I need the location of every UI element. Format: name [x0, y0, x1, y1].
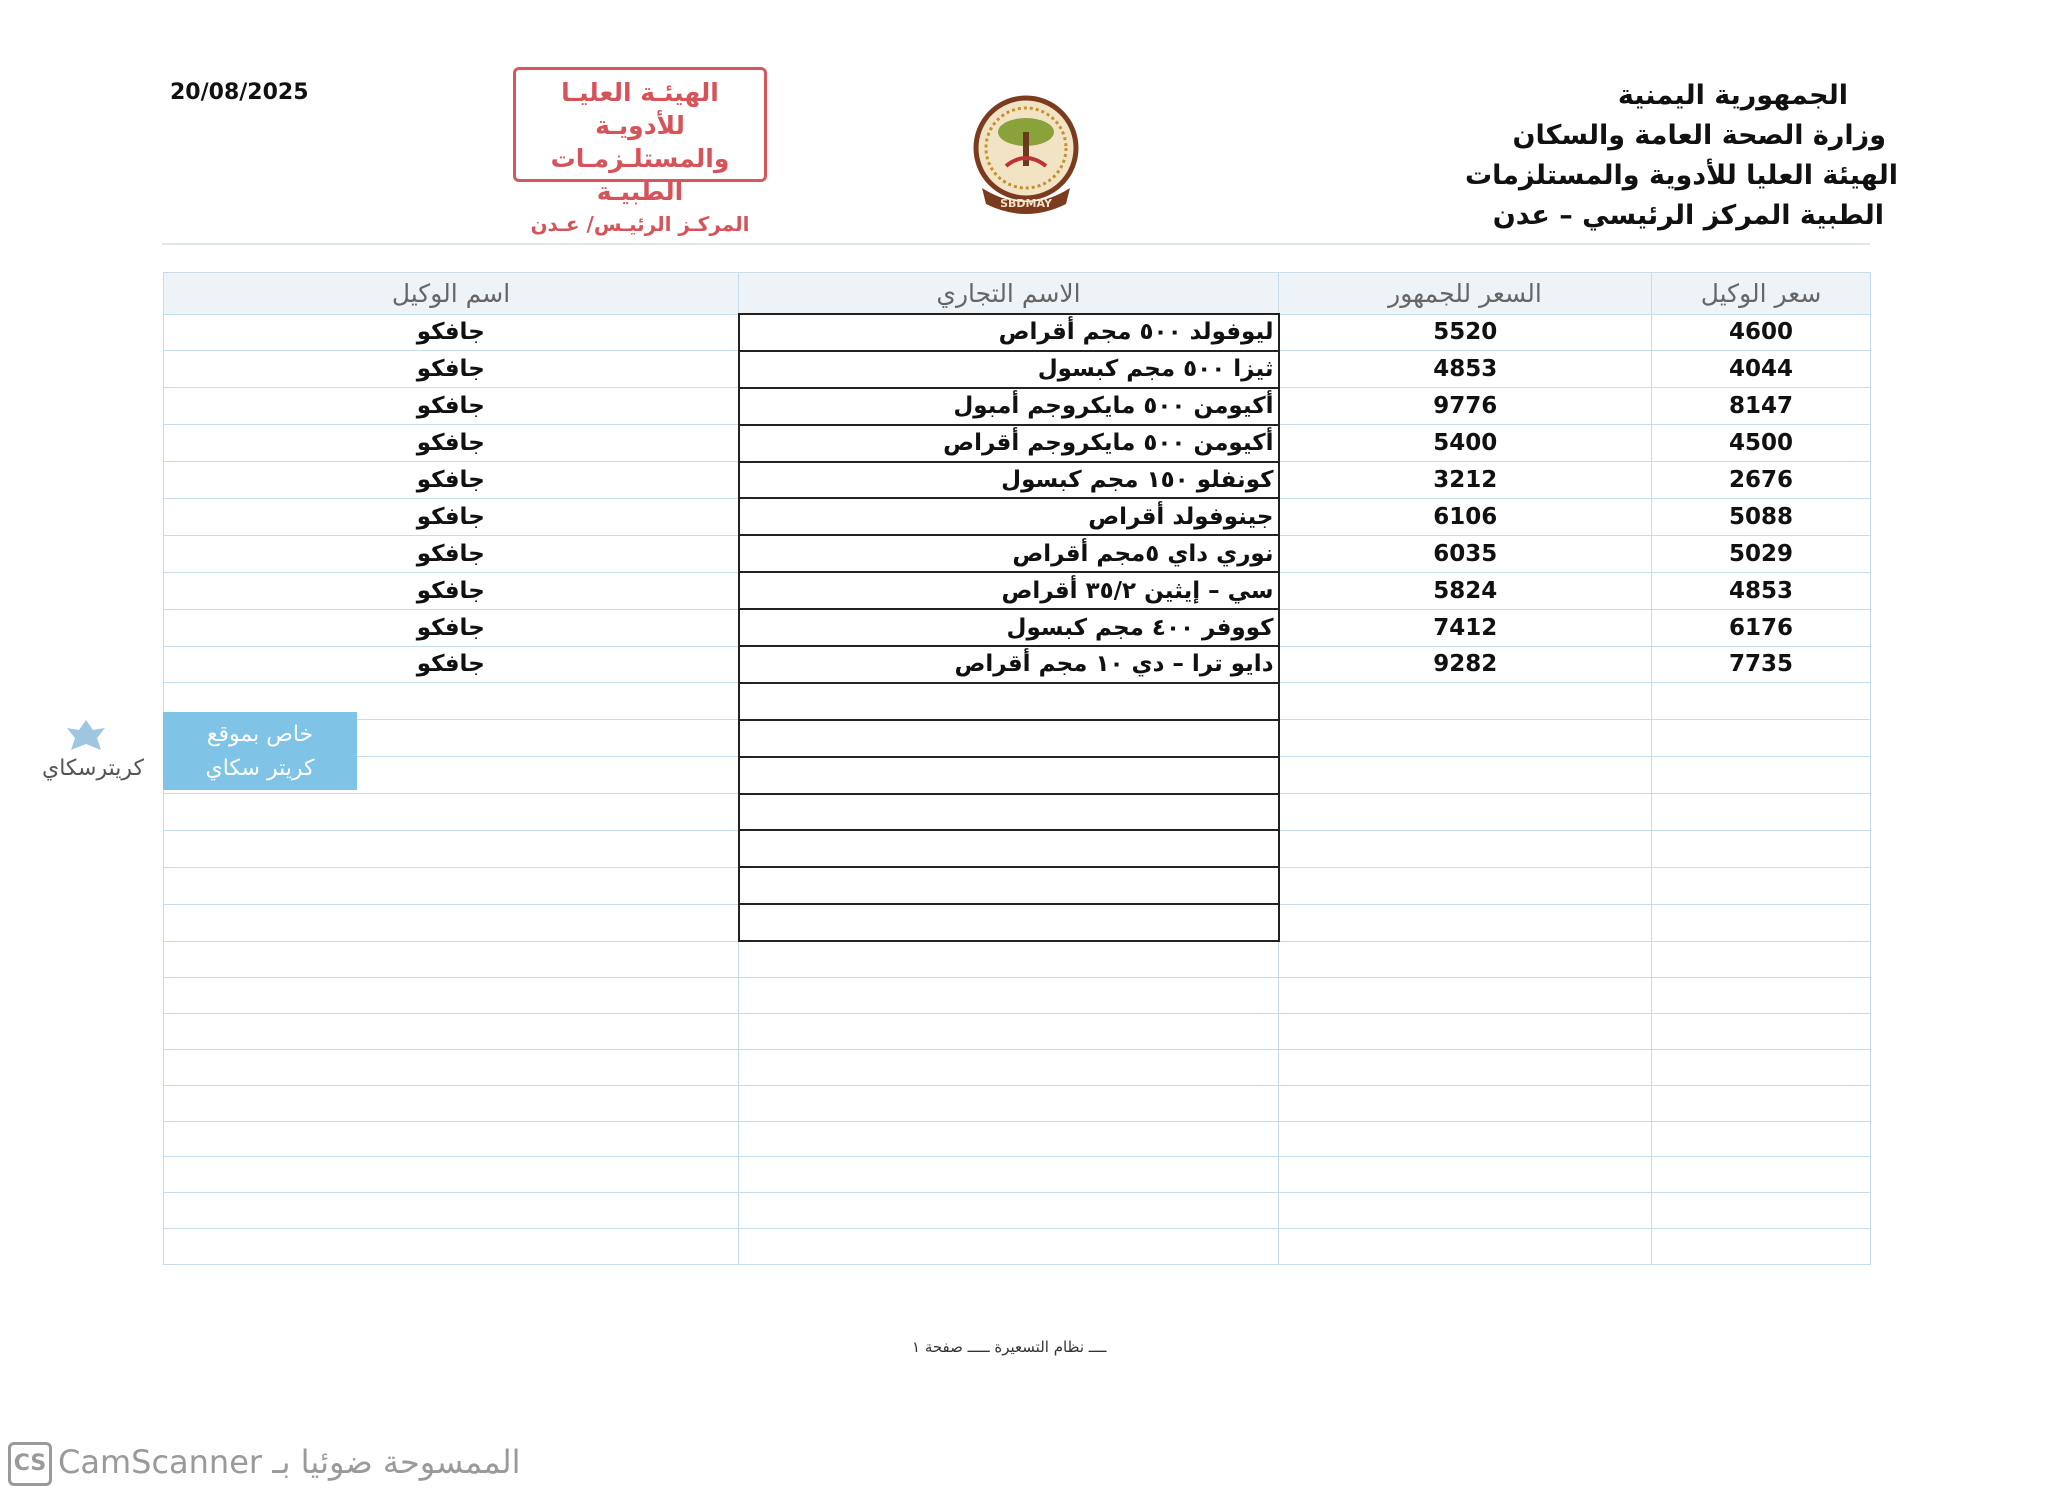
public-price-cell: 5520 — [1279, 314, 1652, 351]
header-agent-name: اسم الوكيل — [164, 273, 739, 315]
emblem-logo-text: SBDMAY — [1000, 197, 1052, 210]
table-row — [164, 609, 1871, 646]
agent-price-cell: 7735 — [1652, 646, 1871, 683]
trade-name-cell: جينوفولد أقراص — [739, 498, 1279, 535]
table-row — [164, 388, 1871, 425]
watermark-logo — [18, 716, 153, 796]
agent-price-cell: 5088 — [1652, 498, 1871, 535]
camscanner-icon: CS — [8, 1442, 52, 1486]
public-price-cell: 5400 — [1279, 425, 1652, 462]
public-price-cell: 4853 — [1279, 351, 1652, 388]
header-public-price: السعر للجمهور — [1279, 273, 1652, 315]
empty-row — [164, 978, 1871, 1014]
empty-row — [164, 904, 1871, 941]
page-footer: ــــ نظام التسعيرة ـــــ صفحة ١ — [912, 1338, 1107, 1356]
empty-row — [164, 1049, 1871, 1085]
trade-name-cell: نوري داي ٥مجم أقراص — [739, 535, 1279, 572]
empty-row — [164, 794, 1871, 831]
trade-name-cell: أكيومن ٥٠٠ مايكروجم أمبول — [739, 388, 1279, 425]
public-price-cell: 5824 — [1279, 572, 1652, 609]
trade-name-cell: سي – إيثين ٣٥/٢ أقراص — [739, 572, 1279, 609]
agent-price-cell: 6176 — [1652, 609, 1871, 646]
agent-name-cell: جافكو — [164, 646, 739, 683]
agent-name-cell: جافكو — [164, 609, 739, 646]
watermark-badge — [163, 712, 357, 790]
agent-name-cell: جافكو — [164, 388, 739, 425]
table-row — [164, 646, 1871, 683]
public-price-cell: 9282 — [1279, 646, 1652, 683]
empty-row — [164, 720, 1871, 757]
scanner-watermark — [8, 1442, 521, 1486]
price-table — [163, 272, 1871, 1265]
agent-name-cell: جافكو — [164, 314, 739, 351]
trade-name-cell: أكيومن ٥٠٠ مايكروجم أقراص — [739, 425, 1279, 462]
header-line-3: الهيئة العليا للأدوية والمستلزمات — [1464, 160, 1898, 191]
table-row — [164, 462, 1871, 499]
table-header-row — [164, 273, 1871, 315]
table-row — [164, 498, 1871, 535]
table-row — [164, 351, 1871, 388]
public-price-cell: 6106 — [1279, 498, 1652, 535]
public-price-cell: 3212 — [1279, 462, 1652, 499]
agent-price-cell: 5029 — [1652, 535, 1871, 572]
agent-price-cell: 8147 — [1652, 388, 1871, 425]
empty-row — [164, 683, 1871, 720]
empty-row — [164, 1013, 1871, 1049]
empty-row — [164, 1085, 1871, 1121]
agent-name-cell: جافكو — [164, 425, 739, 462]
header-agent-price: سعر الوكيل — [1652, 273, 1871, 315]
table-row — [164, 572, 1871, 609]
scanner-text: CamScanner الممسوحة ضوئيا بـ — [58, 1443, 521, 1481]
empty-row — [164, 941, 1871, 977]
header-line-2: وزارة الصحة العامة والسكان — [1512, 120, 1886, 151]
empty-row — [164, 1121, 1871, 1157]
emblem-logo-icon — [968, 92, 1084, 220]
agent-name-cell: جافكو — [164, 572, 739, 609]
header-divider — [162, 243, 1870, 245]
letterhead — [1398, 76, 1898, 236]
empty-row — [164, 1157, 1871, 1193]
header-line-4: الطبية المركز الرئيسي – عدن — [1492, 200, 1884, 231]
agent-name-cell: جافكو — [164, 351, 739, 388]
public-price-cell: 7412 — [1279, 609, 1652, 646]
watermark-line-1: خاص بموقع — [206, 722, 314, 747]
table-row — [164, 535, 1871, 572]
document-date: 20/08/2025 — [170, 80, 309, 105]
empty-row — [164, 830, 1871, 867]
trade-name-cell: ثيزا ٥٠٠ مجم كبسول — [739, 351, 1279, 388]
trade-name-cell: ليوفولد ٥٠٠ مجم أقراص — [739, 314, 1279, 351]
watermark-logo-text: كريترسكاي — [41, 756, 145, 781]
stamp-line-3: المركـز الرئيـس/ عـدن — [530, 212, 750, 236]
stamp-line-1: الهيئـة العليـا للأدويـة — [561, 78, 719, 140]
trade-name-cell: كووفر ٤٠٠ مجم كبسول — [739, 609, 1279, 646]
agent-price-cell: 4044 — [1652, 351, 1871, 388]
header-trade-name: الاسم التجاري — [739, 273, 1279, 315]
table-row — [164, 314, 1871, 351]
official-stamp — [513, 67, 767, 236]
table-row — [164, 425, 1871, 462]
empty-row — [164, 1229, 1871, 1265]
watermark-line-2: كريتر سكاي — [205, 756, 315, 781]
empty-row — [164, 867, 1871, 904]
agent-name-cell: جافكو — [164, 498, 739, 535]
empty-row — [164, 1193, 1871, 1229]
agent-price-cell: 4853 — [1652, 572, 1871, 609]
header-line-1: الجمهورية اليمنية — [1617, 80, 1848, 111]
trade-name-cell: كونفلو ١٥٠ مجم كبسول — [739, 462, 1279, 499]
public-price-cell: 9776 — [1279, 388, 1652, 425]
agent-price-cell: 2676 — [1652, 462, 1871, 499]
stamp-line-2: والمستلـزمـات الطبيـة — [550, 144, 730, 206]
agent-name-cell: جافكو — [164, 462, 739, 499]
agent-price-cell: 4500 — [1652, 425, 1871, 462]
bird-logo-icon — [61, 716, 111, 760]
empty-row — [164, 757, 1871, 794]
agent-name-cell: جافكو — [164, 535, 739, 572]
trade-name-cell: دايو ترا – دي ١٠ مجم أقراص — [739, 646, 1279, 683]
public-price-cell: 6035 — [1279, 535, 1652, 572]
agent-price-cell: 4600 — [1652, 314, 1871, 351]
